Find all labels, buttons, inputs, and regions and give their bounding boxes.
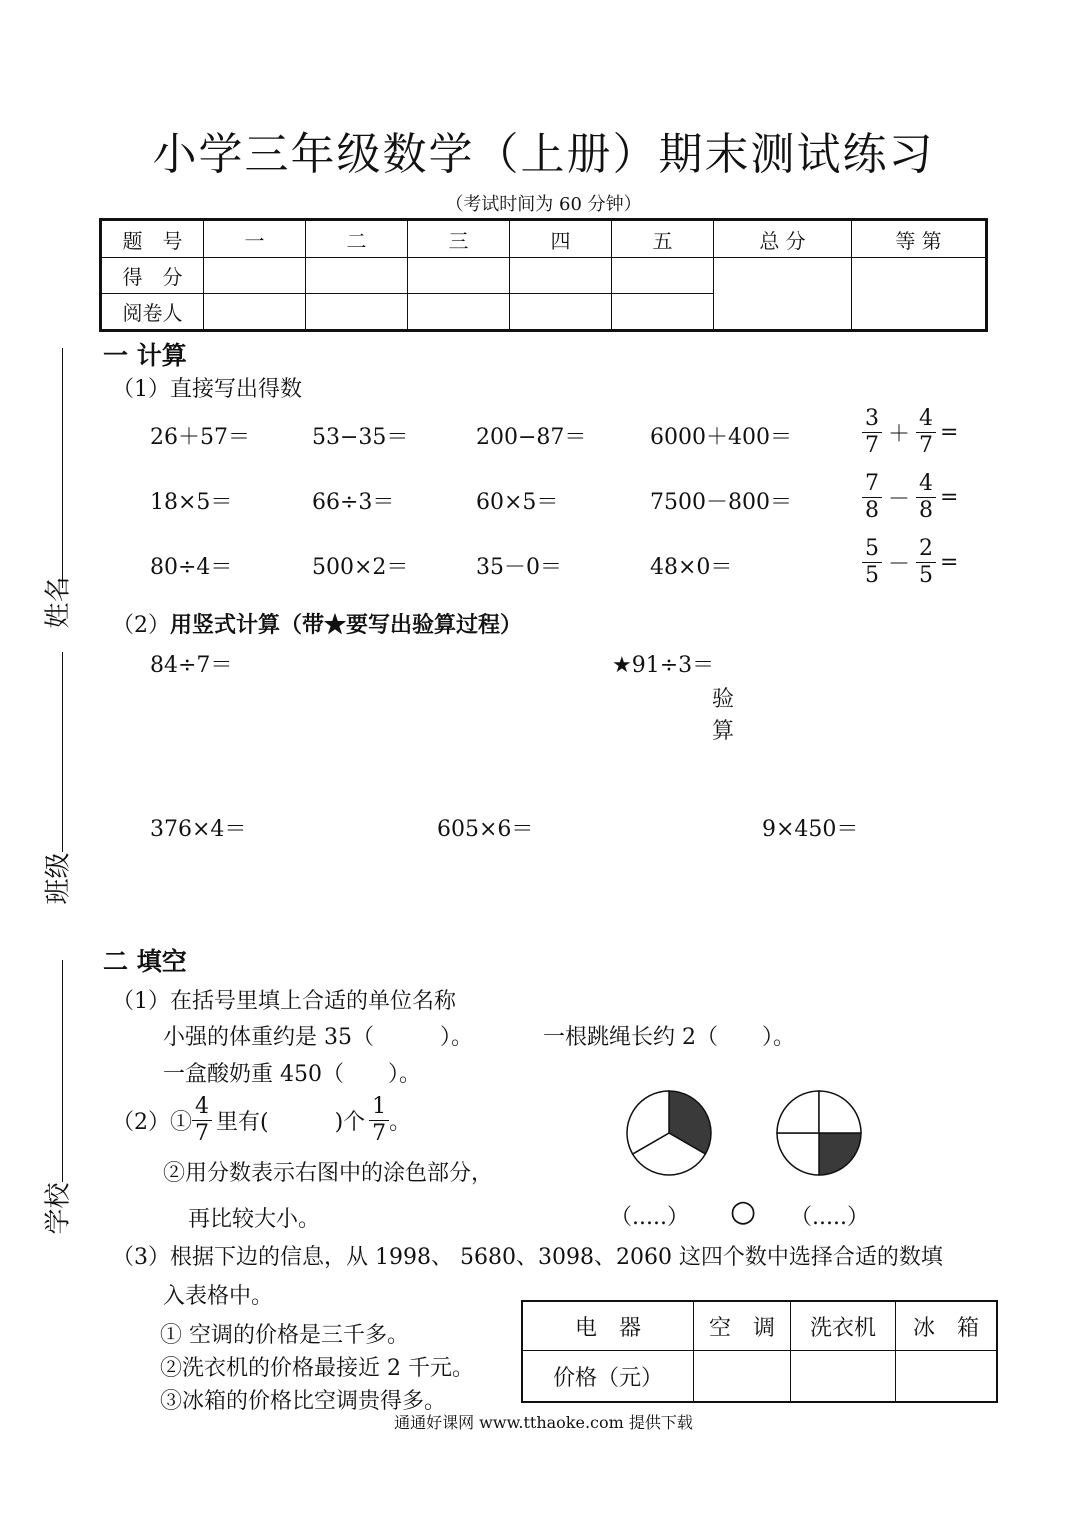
question-text: 里有( )个	[216, 1110, 366, 1135]
exercise: 26＋57＝	[150, 425, 250, 450]
question-text: ②用分数表示右图中的涂色部分，	[163, 1161, 494, 1186]
grader-cell[interactable]	[204, 294, 306, 331]
answer-blank-left[interactable]: （.....）	[610, 1205, 689, 1230]
fraction-denominator: 8	[919, 498, 934, 523]
exercise: 18×5＝	[150, 490, 233, 515]
exercise: 48×0＝	[650, 555, 733, 580]
exercise: 376×4＝	[150, 817, 247, 842]
exercise: 80÷4＝	[150, 555, 233, 580]
question-text: 再比较大小。	[188, 1207, 321, 1232]
fraction-numerator: 5	[862, 536, 882, 563]
price-cell[interactable]	[694, 1351, 791, 1403]
score-table	[99, 218, 988, 332]
question-label	[112, 608, 522, 639]
appliance-price-table	[521, 1300, 998, 1403]
hint-item: ① 空调的价格是三千多。	[160, 1323, 409, 1348]
fraction-denominator: 7	[919, 433, 934, 458]
fill-in-line: 小强的体重约是 35（ ）。	[163, 1025, 473, 1050]
total-score-cell[interactable]	[714, 258, 852, 331]
fraction-denominator: 7	[372, 1121, 387, 1146]
pie-slice-shaded	[819, 1133, 861, 1175]
fraction-numerator: 4	[192, 1094, 212, 1121]
table-header: 空 调	[694, 1301, 791, 1351]
check-label: 算	[712, 719, 735, 744]
pie-chart-quarters	[774, 1088, 864, 1178]
fraction-denominator: 5	[865, 563, 879, 588]
fill-in-line: 一盒酸奶重 450（ ）。	[163, 1062, 421, 1087]
answer-blank-right[interactable]: （.....）	[790, 1205, 869, 1230]
name-line	[62, 348, 63, 588]
class-line	[62, 652, 63, 852]
name-label: 姓名	[43, 576, 74, 629]
score-cell[interactable]	[306, 258, 408, 294]
fraction-numerator: 4	[916, 471, 936, 498]
question-label: （1）直接写出得数	[112, 377, 302, 402]
question-label	[112, 1094, 411, 1147]
pie-slice	[777, 1133, 819, 1175]
hint-item: ②洗衣机的价格最接近 2 千元。	[160, 1356, 474, 1381]
operator: －	[888, 487, 911, 512]
exercise: 500×2＝	[312, 555, 409, 580]
fraction-exercise	[862, 536, 958, 589]
question-number: （2）	[112, 613, 170, 638]
exercise: 60×5＝	[476, 490, 559, 515]
exam-duration: （考试时间为 60 分钟）	[445, 194, 642, 215]
score-header-cell: 五	[612, 220, 714, 258]
equals-sign: =	[940, 420, 959, 445]
grader-cell[interactable]	[510, 294, 612, 331]
fraction-denominator: 7	[865, 433, 879, 458]
check-label: 验	[712, 687, 735, 712]
equals-sign: =	[940, 550, 959, 575]
pie-slice	[777, 1091, 819, 1133]
question-text: 用竖式计算（带★要写出验算过程）	[170, 612, 523, 638]
exercise: 53−35＝	[312, 425, 409, 450]
fraction-numerator: 1	[369, 1094, 389, 1121]
fraction-numerator: 3	[862, 406, 882, 433]
exercise: 605×6＝	[437, 817, 534, 842]
exercise: 84÷7＝	[150, 653, 233, 678]
exercise: ★91÷3＝	[612, 653, 715, 678]
fill-in-line: 一根跳绳长约 2（ ）。	[543, 1025, 795, 1050]
fraction-numerator: 7	[862, 471, 882, 498]
question-label: （1）在括号里填上合适的单位名称	[112, 989, 456, 1014]
exercise: 9×450＝	[762, 817, 859, 842]
score-row-label: 阅卷人	[101, 294, 204, 331]
table-row-label: 价格（元）	[522, 1351, 694, 1403]
score-header-cell: 等 第	[852, 220, 987, 258]
price-cell[interactable]	[896, 1351, 998, 1403]
question-text: 。	[389, 1110, 412, 1135]
exercise: 66÷3＝	[312, 490, 395, 515]
fraction-exercise	[862, 406, 958, 459]
score-header-cell: 四	[510, 220, 612, 258]
operator: －	[888, 552, 911, 577]
exercise: 6000＋400＝	[650, 425, 792, 450]
fraction-numerator: 4	[916, 406, 936, 433]
footer: 通通好课网 www.tthaoke.com 提供下载	[394, 1413, 693, 1432]
exercise: 35－0＝	[476, 555, 562, 580]
score-header-cell: 总 分	[714, 220, 852, 258]
score-cell[interactable]	[204, 258, 306, 294]
equals-sign: =	[940, 485, 959, 510]
question-number: （2）①	[112, 1110, 192, 1135]
fraction-denominator: 8	[865, 498, 879, 523]
table-header: 电 器	[522, 1301, 694, 1351]
score-cell[interactable]	[408, 258, 510, 294]
score-cell[interactable]	[510, 258, 612, 294]
table-header: 冰 箱	[896, 1301, 998, 1351]
school-line	[62, 960, 63, 1182]
grader-cell[interactable]	[612, 294, 714, 331]
question-text: 入表格中。	[163, 1284, 274, 1309]
table-header: 洗衣机	[791, 1301, 896, 1351]
score-header-cell: 题 号	[101, 220, 204, 258]
compare-circle[interactable]: ○	[730, 1194, 757, 1229]
exercise: 7500－800＝	[650, 490, 792, 515]
class-label: 班级	[43, 852, 74, 905]
school-label: 学校	[43, 1182, 74, 1235]
page-title: 小学三年级数学（上册）期末测试练习	[152, 129, 935, 180]
section-heading: 一 计算	[103, 341, 187, 370]
exercise: 200−87＝	[476, 425, 587, 450]
fraction-numerator: 2	[916, 536, 936, 563]
hint-item: ③冰箱的价格比空调贵得多。	[160, 1389, 447, 1414]
score-header-cell: 三	[408, 220, 510, 258]
fraction-denominator: 5	[919, 563, 934, 588]
score-row-label: 得 分	[101, 258, 204, 294]
grader-cell[interactable]	[306, 294, 408, 331]
fraction-exercise	[862, 471, 958, 524]
pie-slice	[819, 1091, 861, 1133]
price-cell[interactable]	[791, 1351, 896, 1403]
pie-chart-thirds	[624, 1088, 714, 1178]
fraction-denominator: 7	[195, 1121, 209, 1146]
grader-cell[interactable]	[408, 294, 510, 331]
operator: ＋	[888, 422, 911, 447]
score-cell[interactable]	[612, 258, 714, 294]
question-label: （3）根据下边的信息，从 1998、 5680、3098、2060 这四个数中选择合适的数填	[112, 1245, 943, 1270]
section-heading: 二 填空	[103, 947, 187, 976]
grade-cell[interactable]	[852, 258, 987, 331]
score-header-cell: 一	[204, 220, 306, 258]
score-header-cell: 二	[306, 220, 408, 258]
